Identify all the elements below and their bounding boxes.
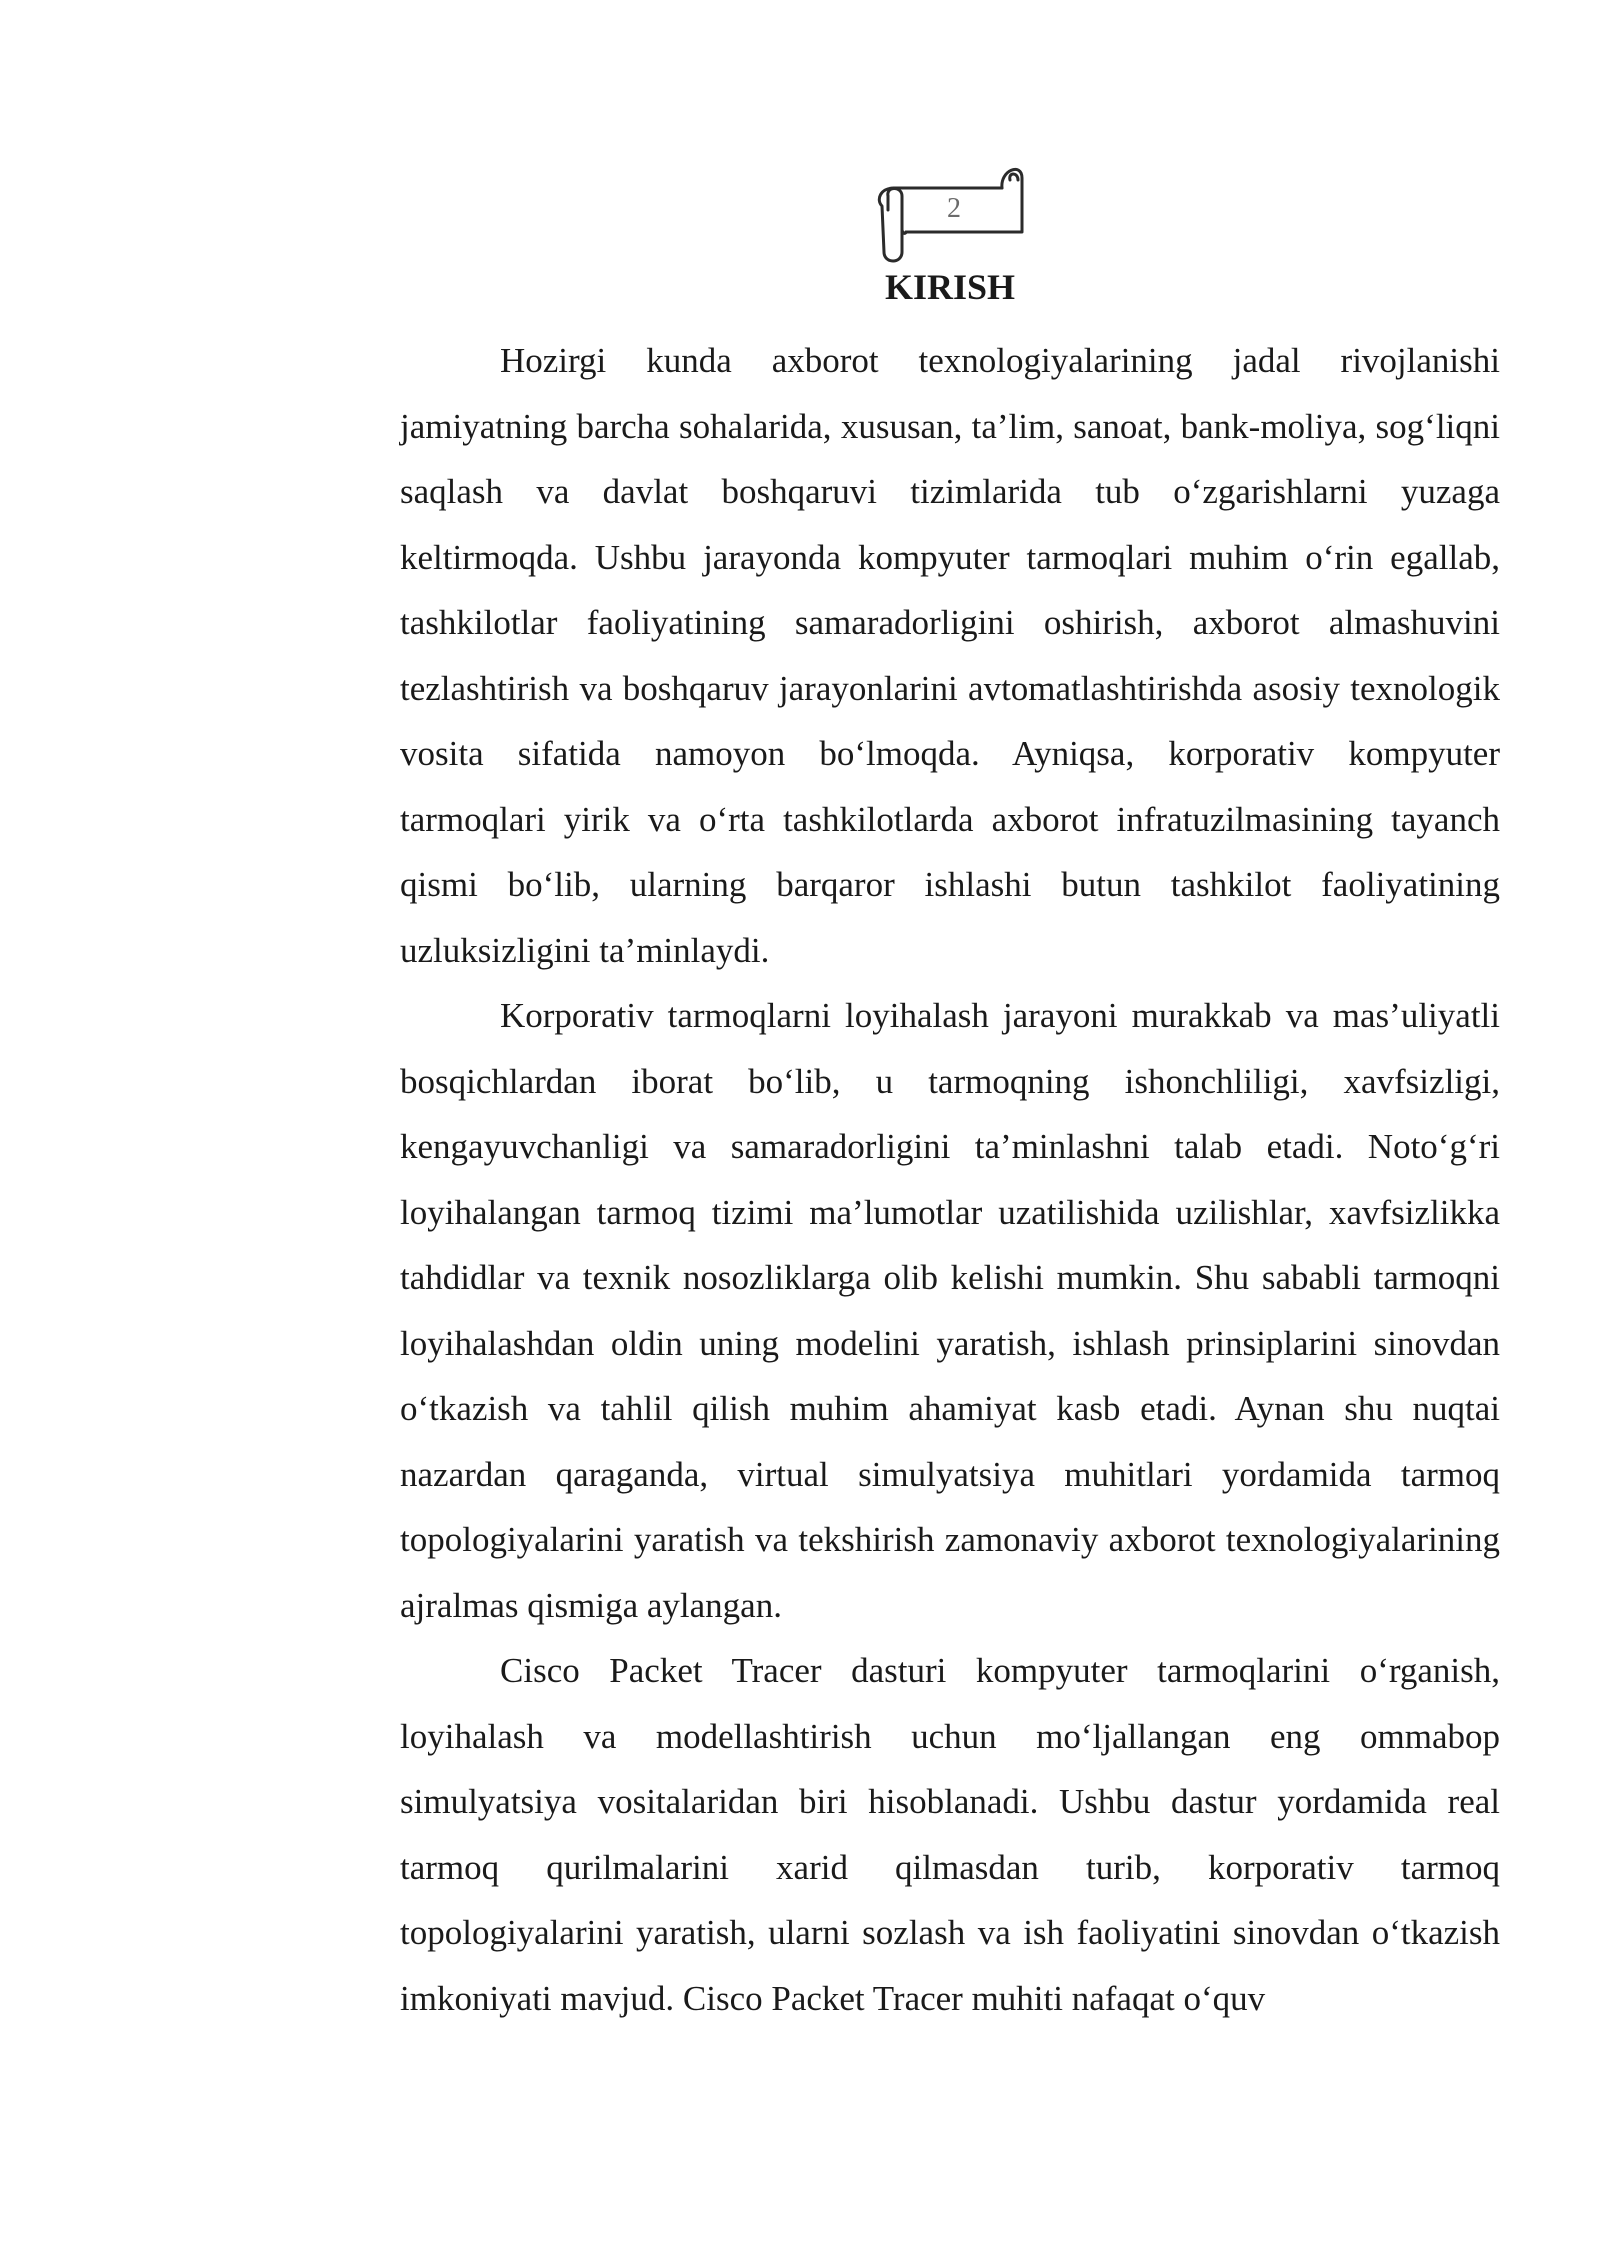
paragraph-3: Cisco Packet Tracer dasturi kompyuter tarmoqlarini o‘rganish, loyihalash va modellashtirish uchun mo‘ljallangan eng ommabop simulyatsiya vositalaridan biri hisoblanadi. Ushbu dastur yordamida real tarmoq qurilmalarini xarid qilmasdan turib, korporativ tarmoq topologiyalarini yaratish, ularni sozlash va ish faoliyatini sinovdan o‘tkazish imkoniyati mavjud. Cisco Packet Tracer muhiti nafaqat o‘quv (400, 1651, 1500, 2018)
paragraph-1: Hozirgi kunda axborot texnologiyalarining jadal rivojlanishi jamiyatning barcha sohalarida, xususan, ta’lim, sanoat, bank-moliya, sog‘liqni saqlash va davlat boshqaruvi tizimlarida tub o‘zgarishlarni yuzaga keltirmoqda. Ushbu jarayonda kompyuter tarmoqlari muhim o‘rin egallab, tashkilotlar faoliyatining samaradorligini oshirish, axborot almashuvini tezlashtirish va boshqaruv jarayonlarini avtomatlashtirishda asosiy texnologik vosita sifatida namoyon bo‘lmoqda. Ayniqsa, korporativ kompyuter tarmoqlari yirik va o‘rta tashkilotlarda axborot infratuzilmasining tayanch qismi bo‘lib, ularning barqaror ishlashi butun tashkilot faoliyatining uzluksizligini ta’minlaydi. (400, 341, 1500, 970)
section-heading: KIRISH (884, 267, 1016, 307)
page-number: 2 (947, 193, 961, 224)
body-text (400, 328, 1500, 2031)
paragraph-2: Korporativ tarmoqlarni loyihalash jarayoni murakkab va mas’uliyatli bosqichlardan iborat bo‘lib, u tarmoqning ishonchliligi, xavfsizligi, kengayuvchanligi va samaradorligini ta’minlashni talab etadi. Noto‘g‘ri loyihalangan tarmoq tizimi ma’lumotlar uzatilishida uzilishlar, xavfsizlikka tahdidlar va texnik nosozliklarga olib kelishi mumkin. Shu sababli tarmoqni loyihalashdan oldin uning modelini yaratish, ishlash prinsiplarini sinovdan o‘tkazish va tahlil qilish muhim ahamiyat kasb etadi. Aynan shu nuqtai nazardan qaraganda, virtual simulyatsiya muhitlari yordamida tarmoq topologiyalarini yaratish va tekshirish zamonaviy axborot texnologiyalarining ajralmas qismiga aylangan. (400, 996, 1500, 1625)
